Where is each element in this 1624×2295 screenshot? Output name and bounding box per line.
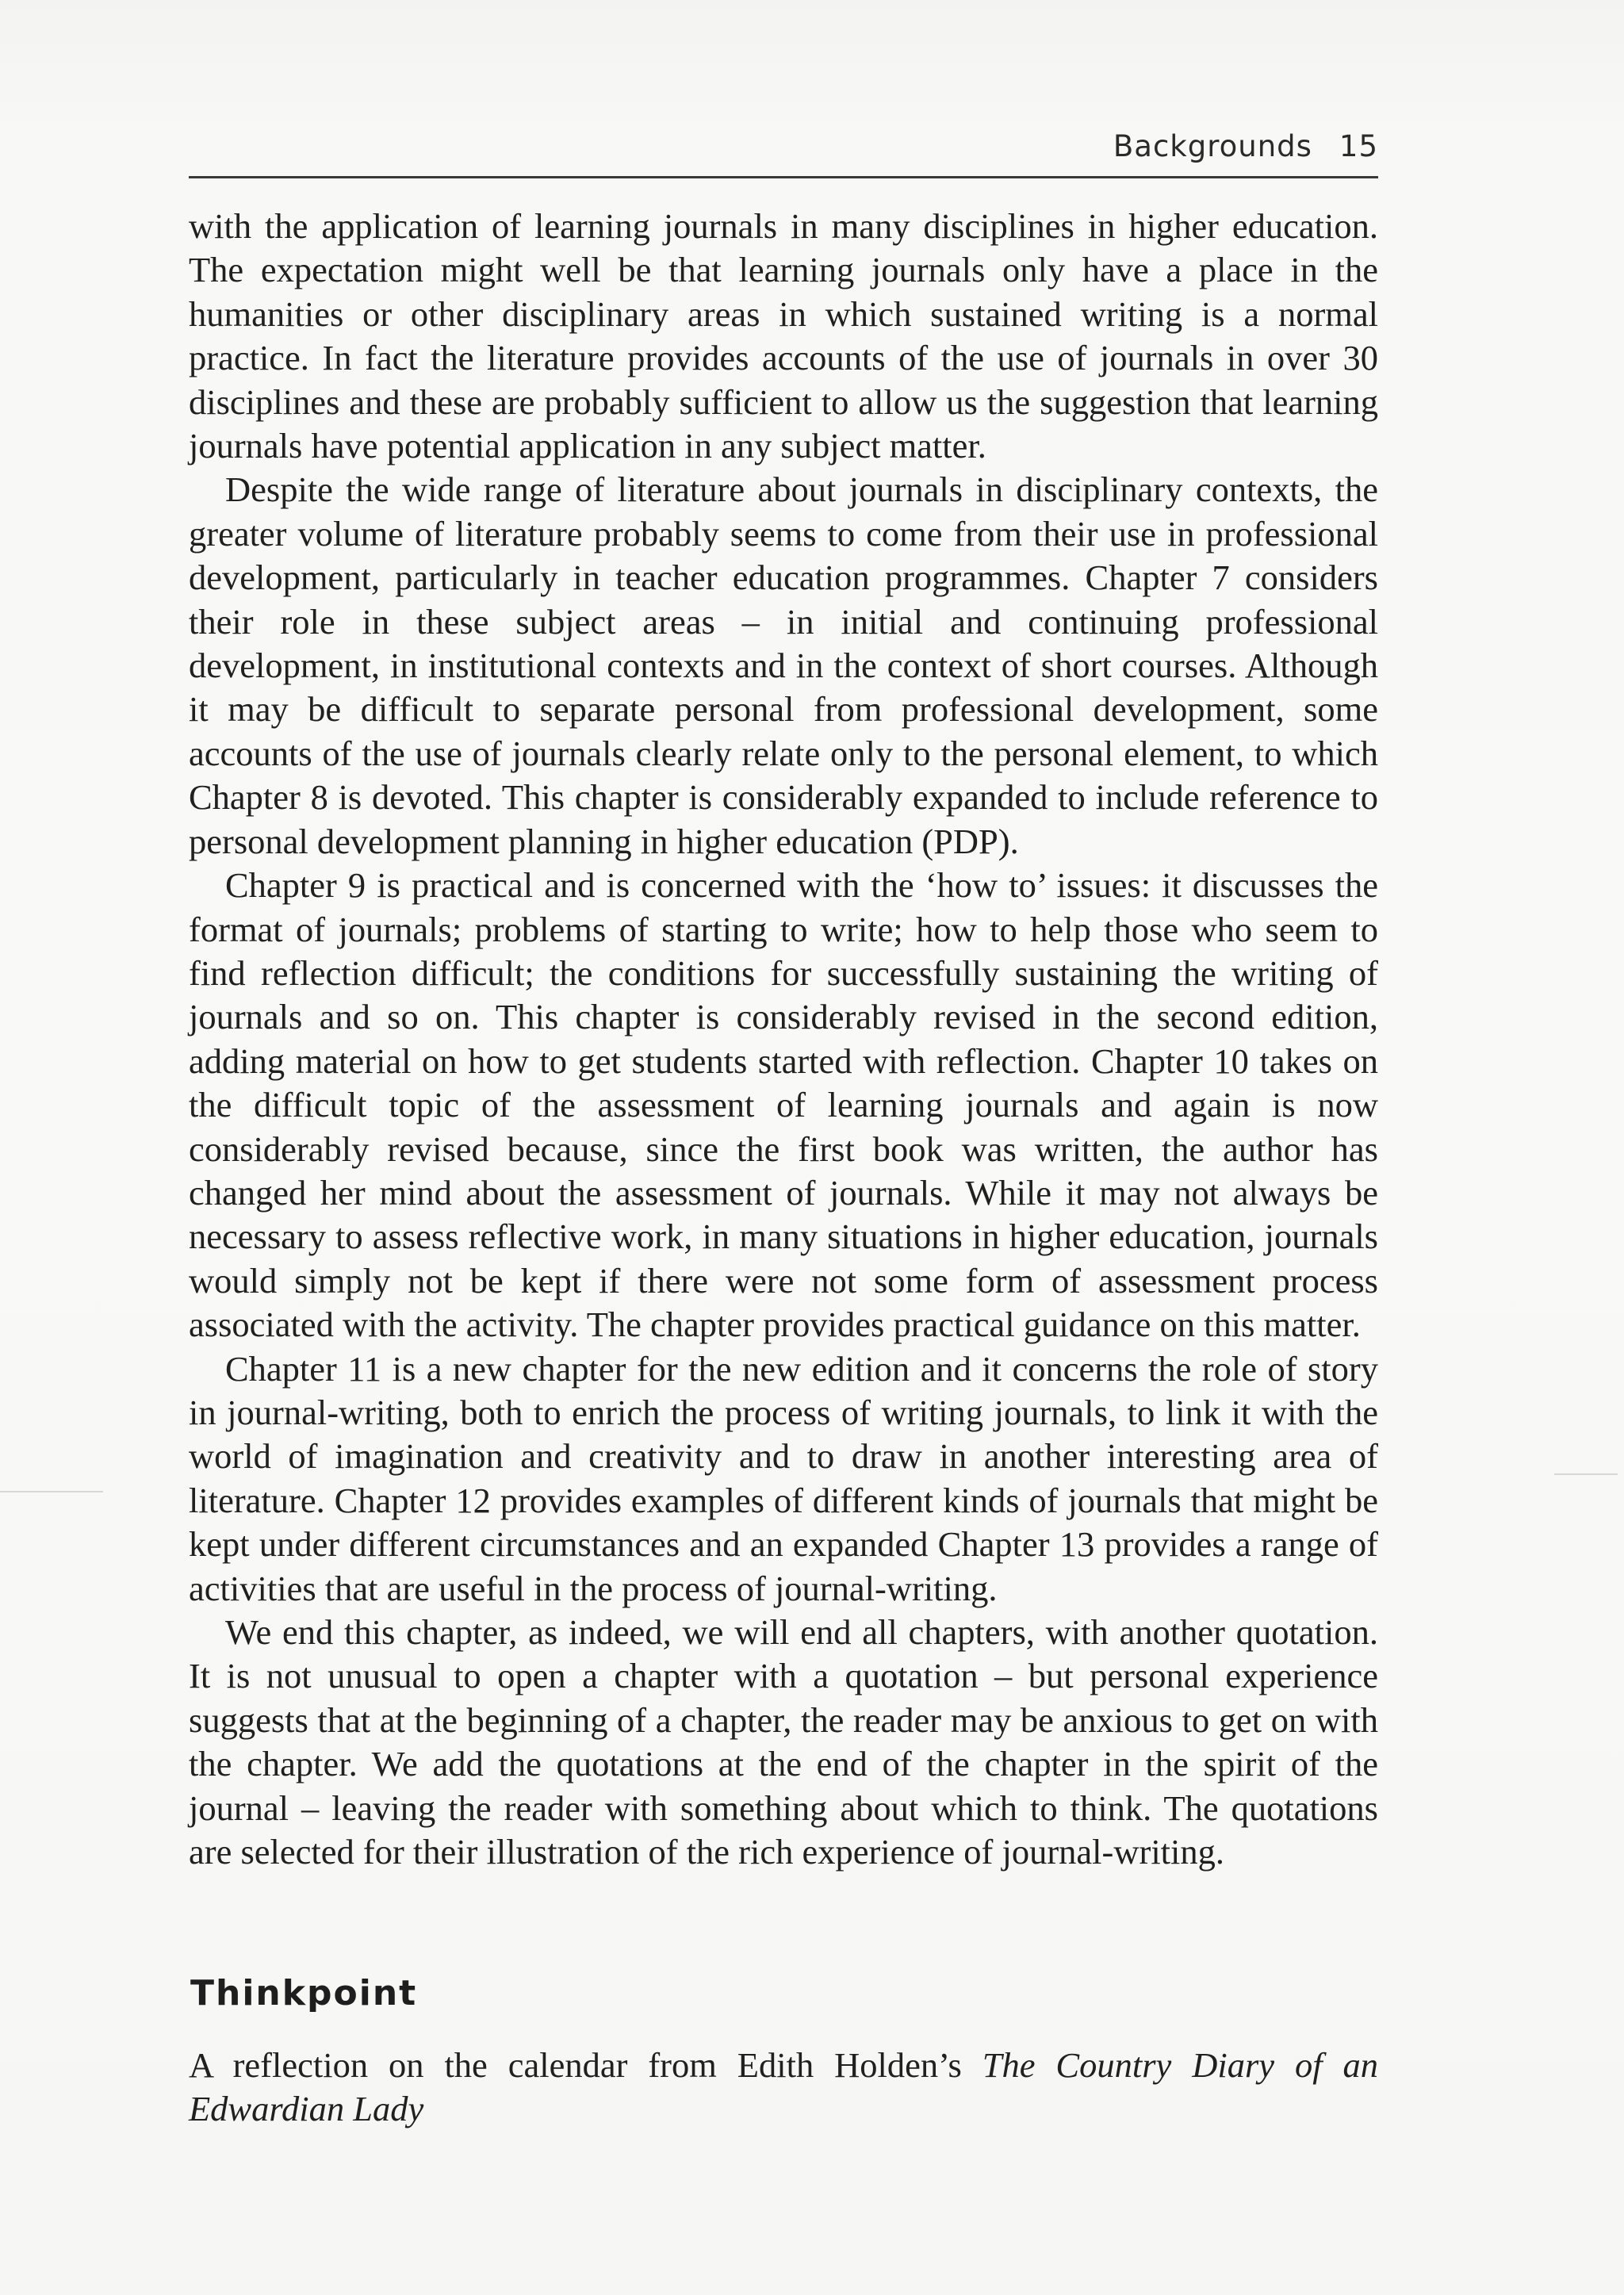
thinkpoint-book-title: The Country Diary of an Edwardian Lady (189, 2045, 1379, 2128)
thinkpoint-text-prefix: A reflection on the calendar from Edith Holden’s (189, 2045, 982, 2085)
page-number: 15 (1339, 129, 1378, 163)
paragraph: Chapter 9 is practical and is concerned with the ‘how to’ issues: it discusses the format of journals; problems of starting to write; how to help those who seem to find reflection difficult; the conditions for successfully sustaining the writing of journals and so on. This chapter is considerably revised in the second edition, adding material on how to get students started with reflection. Chapter 10 takes on the difficult topic of the assessment of learning journals and again is now considerably revised because, since the first book was written, the author has changed her mind about the assessment of journals. While it may not always be necessary to assess reflective work, in many situations in higher education, journals would simply not be kept if there were not some form of assessment process associated with the activity. The chapter provides practical guidance on this matter. (189, 865, 1378, 1345)
running-head-section: Backgrounds (1113, 129, 1312, 163)
paragraph: Chapter 11 is a new chapter for the new edition and it concerns the role of story in journal-writing, both to enrich the process of writing journals, to link it with the world of imagination and creativity and to draw in another interesting area of literature. Chapter 12 provides examples of different kinds of journals that might be kept under different circumstances and an expanded Chapter 13 provides a range of activities that are useful in the process of journal-writing. (189, 1348, 1378, 1608)
running-head-text (1113, 129, 1378, 163)
thinkpoint-text (189, 2044, 1378, 2131)
paragraph: We end this chapter, as indeed, we will end all chapters, with another quotation. It is not unusual to open a chapter with a quotation – but personal experience suggests that at the beginning of a chapter, the reader may be anxious to get on with the chapter. We add the quotations at the end of the chapter in the spirit of the journal – leaving the reader with something about which to think. The quotations are selected for their illustration of the rich experience of journal-writing. (189, 1612, 1378, 1872)
body-text (189, 205, 1378, 1874)
scan-artifact (1554, 1473, 1618, 1475)
running-head (189, 119, 1378, 178)
paragraph: Despite the wide range of literature about journals in disciplinary contexts, the greater volume of literature probably seems to come from their use in professional development, particularly in teacher education programmes. Chapter 7 considers their role in these subject areas – in initial and continuing professional development, in institutional contexts and in the context of short courses. Although it may be difficult to separate personal from professional development, some accounts of the use of journals clearly relate only to the personal element, to which Chapter 8 is devoted. This chapter is considerably expanded to include reference to personal development planning in higher education (PDP). (189, 469, 1378, 861)
paragraph-continued: with the application of learning journals in many disciplines in higher education. The expectation might well be that learning journals only have a place in the humanities or other disciplinary areas in which sustained writing is a normal practice. In fact the literature provides accounts of the use of journals in over 30 disciplines and these are probably sufficient to allow us the suggestion that learning journals have potential application in any subject matter. (189, 206, 1378, 466)
scan-artifact (0, 1491, 103, 1492)
thinkpoint-heading: Thinkpoint (190, 1973, 418, 2013)
